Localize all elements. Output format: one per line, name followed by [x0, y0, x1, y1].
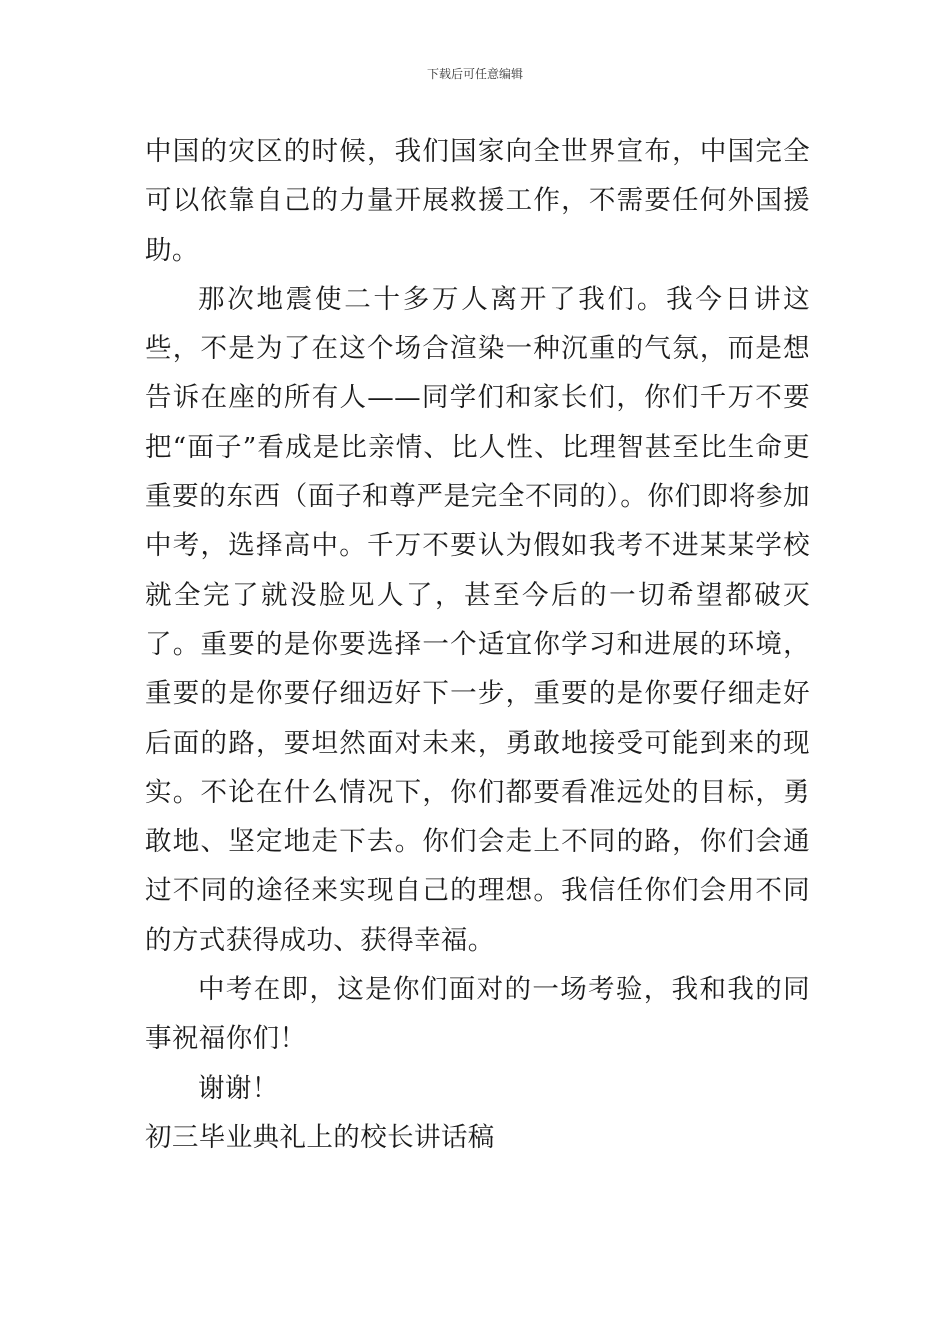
paragraph-blessing: 中考在即，这是你们面对的一场考验，我和我的同事祝福你们！	[145, 974, 810, 1055]
paragraph-thanks: 谢谢！	[198, 1072, 279, 1104]
paragraph-continuation: 中国的灾区的时候，我们国家向全世界宣布，中国完全可以依靠自己的力量开展救援工作，不需要任何外国援助。	[145, 136, 810, 266]
next-document-title: 初三毕业典礼上的校长讲话稿	[145, 1121, 495, 1153]
document-body	[145, 127, 810, 1162]
header-note: 下载后可任意编辑	[426, 67, 523, 81]
paragraph-main: 那次地震使二十多万人离开了我们。我今日讲这些，不是为了在这个场合渲染一种沉重的气氛，而是想告诉在座的所有人——同学们和家长们，你们千万不要把“面子”看成是比亲情、比人性、比理智甚至比生命更重要的东西（面子和尊严是完全不同的）。你们即将参加中考，选择高中。千万不要认为假如我考不进某某学校就全完了就没脸见人了，甚至今后的一切希望都破灭了。重要的是你要选择一个适宜你学习和进展的环境，重要的是你要仔细迈好下一步，重要的是你要仔细走好后面的路，要坦然面对未来，勇敢地接受可能到来的现实。不论在什么情况下，你们都要看准远处的目标，勇敢地、坚定地走下去。你们会走上不同的路，你们会通过不同的途径来实现自己的理想。我信任你们会用不同的方式获得成功、获得幸福。	[145, 283, 810, 956]
